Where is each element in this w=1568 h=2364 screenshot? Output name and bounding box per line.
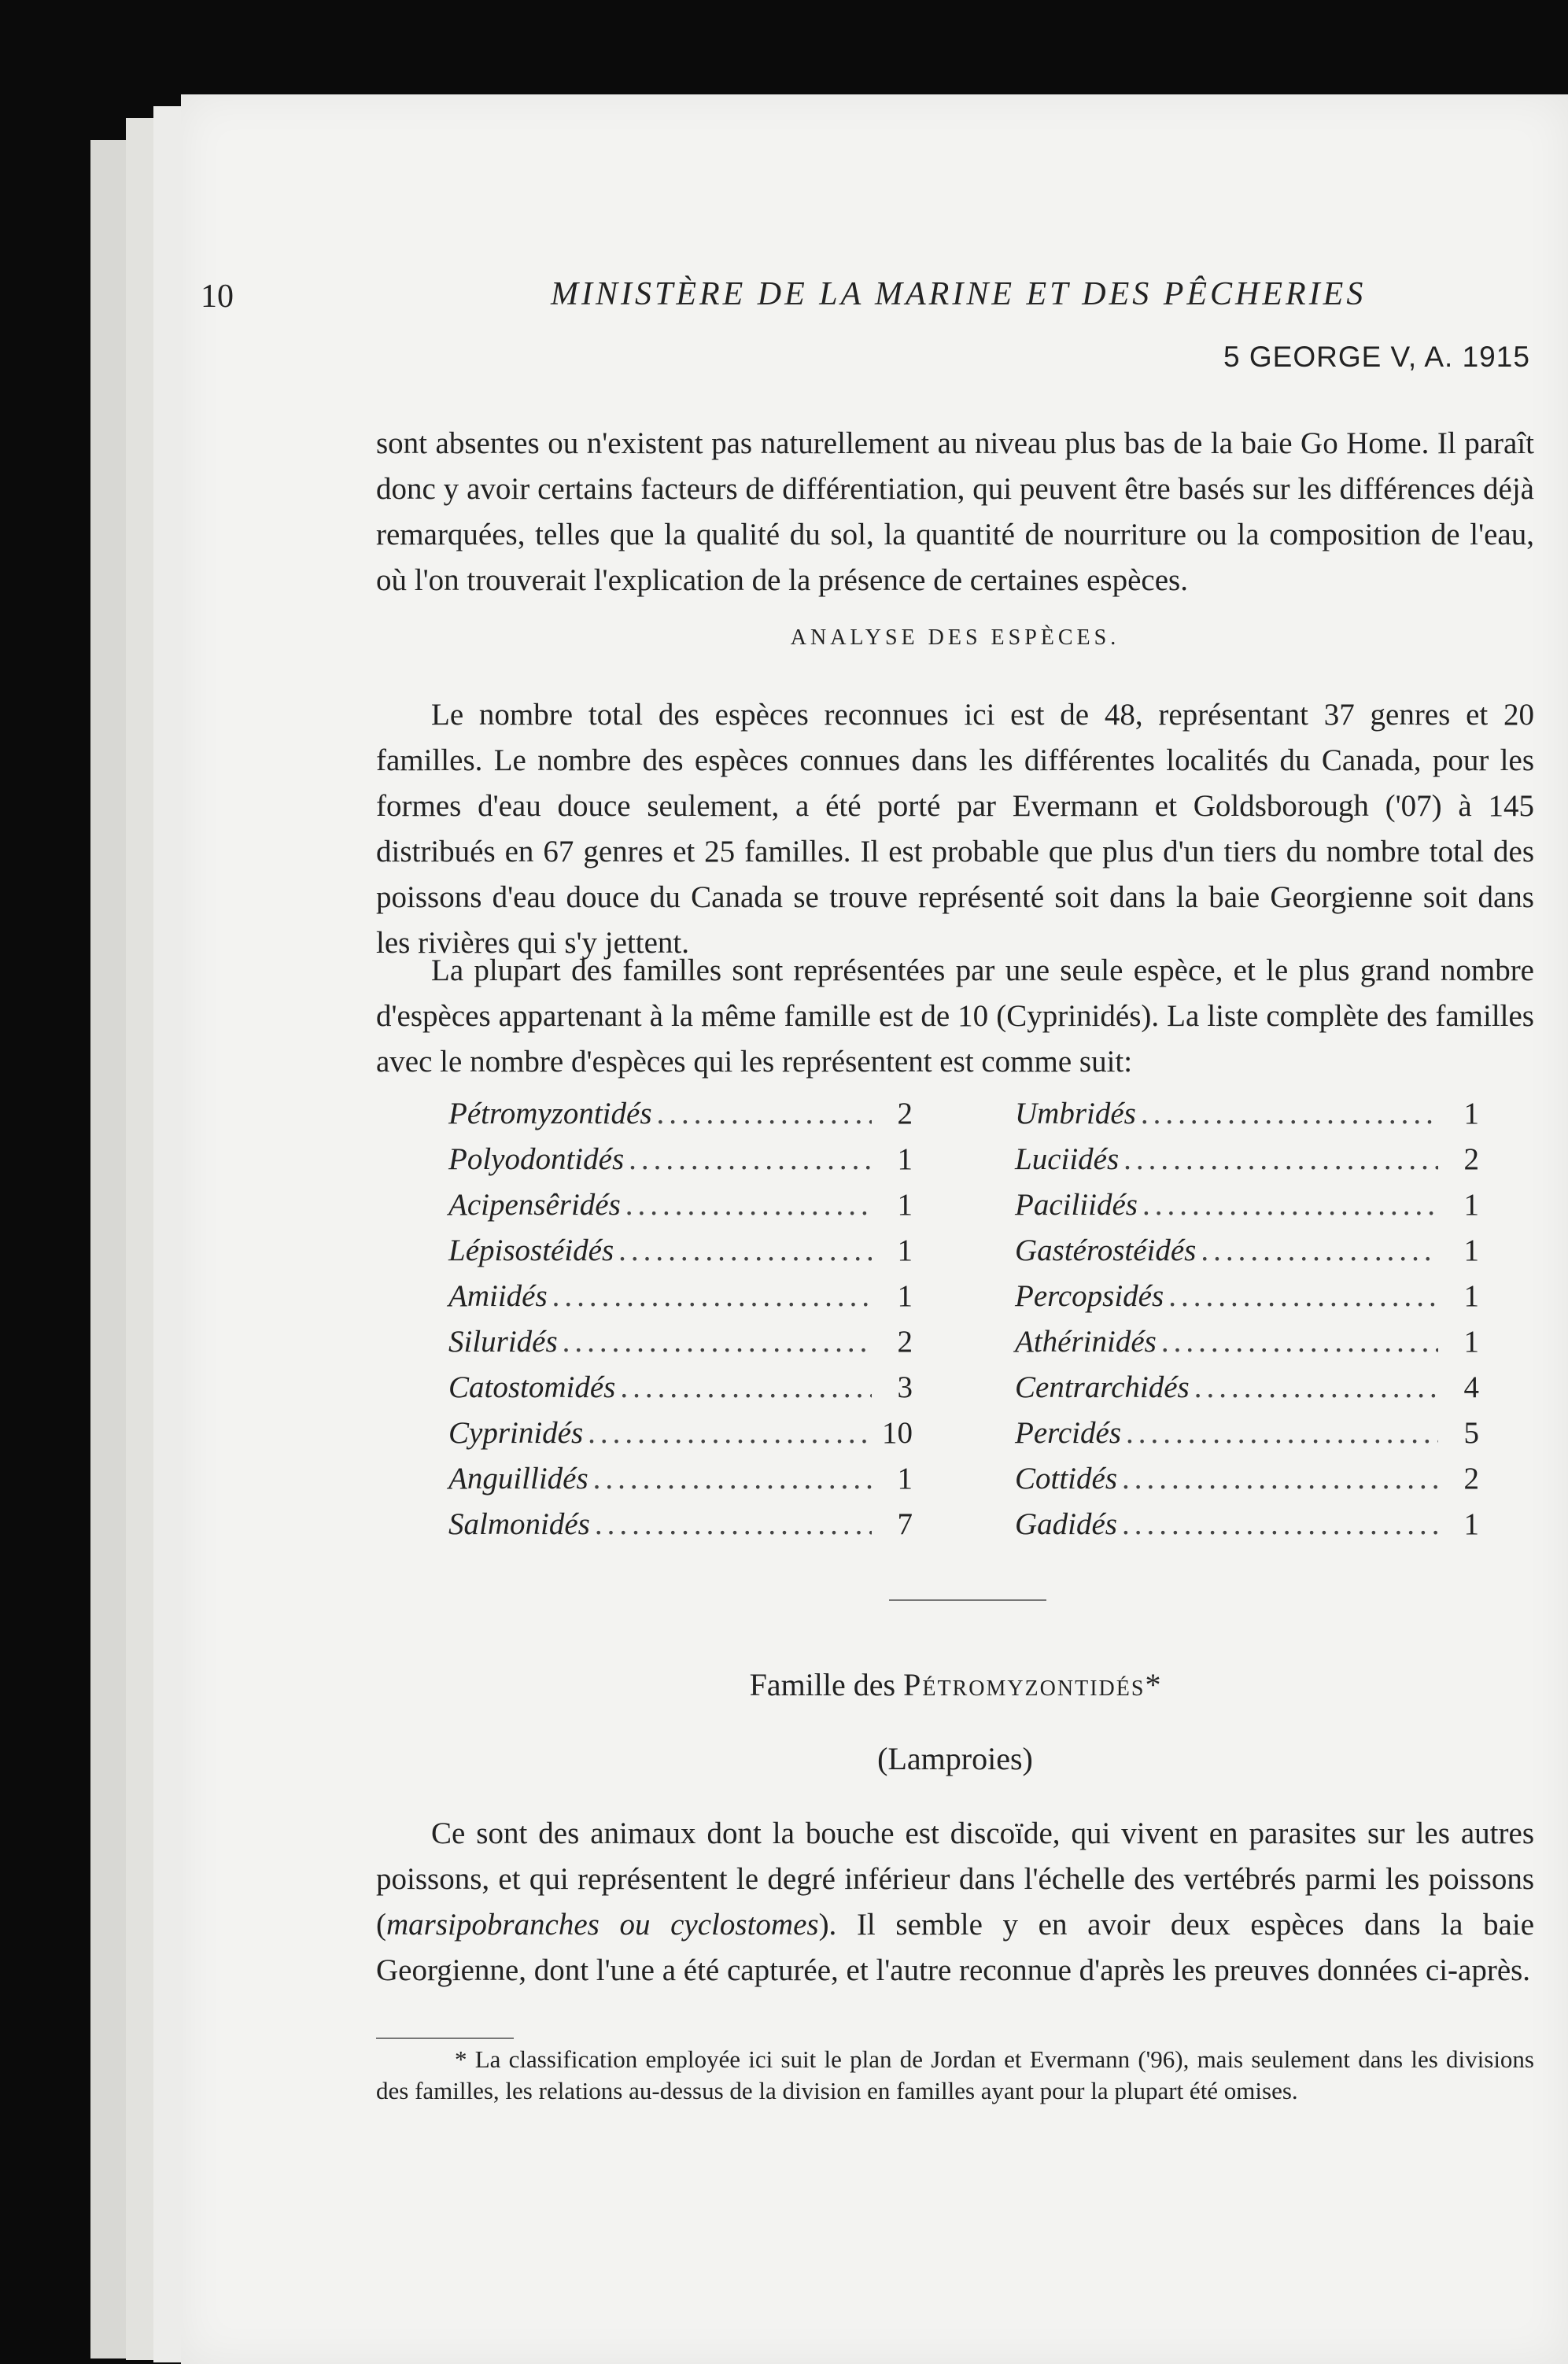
family-row (1015, 1096, 1479, 1141)
family-count: 4 (1463, 1370, 1479, 1404)
paragraph-families-intro: La plupart des familles sont représentées par une seule espèce, et le plus grand nombre d'espèces appartenant à la même famille est de 10 (Cyprinidés). La liste complète des familles avec le nombre d'espèces qui les représentent est comme suit: (376, 953, 1534, 1079)
running-title: MINISTÈRE DE LA MARINE ET DES PÊCHERIES (551, 276, 1367, 312)
family-row (1015, 1141, 1479, 1187)
family-count: 1 (1463, 1279, 1479, 1313)
family-count: 7 (897, 1507, 913, 1541)
family-row (448, 1461, 913, 1507)
family-row (448, 1370, 913, 1415)
family-column-left (448, 1096, 913, 1552)
family-name: Paciliidés (1015, 1188, 1138, 1222)
family-name: Anguillidés (448, 1462, 588, 1495)
family-section-title (376, 1666, 1534, 1703)
family-count: 1 (1463, 1097, 1479, 1130)
family-count: 2 (1463, 1462, 1479, 1495)
family-name: Cyprinidés (448, 1416, 584, 1450)
footnote: * La classification employée ici suit le plan de Jordan et Evermann ('96), mais seulement dans les divisions des familles, les relations au-dessus de la division en familles ayant pour la plupart été omises. (376, 2045, 1534, 2104)
family-name: Percopsidés (1015, 1279, 1164, 1313)
family-name: Pétromyzontidés (448, 1097, 652, 1130)
family-list (448, 1096, 1479, 1552)
family-name: Umbridés (1015, 1097, 1136, 1130)
family-row (448, 1278, 913, 1324)
family-count: 1 (1463, 1507, 1479, 1541)
family-name: Polyodontidés (448, 1142, 625, 1176)
family-name: Gadidés (1015, 1507, 1117, 1541)
family-row (448, 1415, 913, 1461)
family-count: 2 (897, 1097, 913, 1130)
family-name: Amiidés (448, 1279, 548, 1313)
family-row (1015, 1233, 1479, 1278)
family-row (448, 1096, 913, 1141)
family-row (1015, 1461, 1479, 1507)
family-name: Lépisostéidés (448, 1234, 614, 1267)
family-name: Athérinidés (1015, 1325, 1157, 1359)
family-row (448, 1141, 913, 1187)
family-column-right (1015, 1096, 1479, 1552)
paragraph-lamproies: Ce sont des animaux dont la bouche est discoïde, qui vivent en parasites sur les autres poissons, et qui représentent le degré inférieur dans l'échelle des vertébrés parmi les poissons (marsipobranches ou cyclostomes). Il semble y en avoir deux espèces dans la baie Georgienne, dont l'une a été capturée, et l'autre reconnue d'après les preuves données ci-après. (376, 1816, 1534, 1987)
family-section-subtitle: (Lamproies) (877, 1741, 1033, 1776)
family-row (448, 1233, 913, 1278)
family-row (1015, 1187, 1479, 1233)
family-row (448, 1187, 913, 1233)
session-line: 5 GEORGE V, A. 1915 (1223, 341, 1530, 373)
family-name: Siluridés (448, 1325, 558, 1359)
italic-term: marsipobranches ou cyclostomes (386, 1908, 819, 1942)
family-count: 1 (897, 1234, 913, 1267)
family-count: 10 (882, 1416, 913, 1450)
family-count: 5 (1463, 1416, 1479, 1450)
family-count: 1 (1463, 1325, 1479, 1359)
family-row (448, 1507, 913, 1552)
family-count: 1 (897, 1142, 913, 1176)
family-count: 1 (1463, 1234, 1479, 1267)
family-name: Catostomidés (448, 1370, 616, 1404)
footnote-rule (376, 2038, 514, 2039)
section-heading-analysis: ANALYSE DES ESPÈCES. (790, 625, 1120, 650)
family-count: 2 (1463, 1142, 1479, 1176)
paragraph-species-count: Le nombre total des espèces reconnues ici est de 48, représentant 37 genres et 20 familles. Le nombre des espèces connues dans les différentes localités du Canada, pour les formes d'eau douce seulement, a été porté par Evermann et Goldsborough ('07) à 145 distribués en 67 genres et 25 familles. Il est probable que plus d'un tiers du nombre total des poissons d'eau douce du Canada se trouve représenté soit dans la baie Georgienne soit dans les rivières qui s'y jettent. (376, 698, 1534, 960)
family-count: 1 (1463, 1188, 1479, 1222)
family-count: 1 (897, 1462, 913, 1495)
family-title-name: Pétromyzontidés (903, 1667, 1146, 1702)
footnote-marker: * (1145, 1667, 1161, 1702)
family-count: 2 (897, 1325, 913, 1359)
family-row (448, 1324, 913, 1370)
paragraph-intro: sont absentes ou n'existent pas naturellement au niveau plus bas de la baie Go Home. Il paraît donc y avoir certains facteurs de différentiation, qui peuvent être basés sur les différences déjà remarquées, telles que la qualité du sol, la quantité de nourriture ou la composition de l'eau, où l'on trouverait l'explication de la présence de certaines espèces. (376, 426, 1534, 597)
family-row (1015, 1507, 1479, 1552)
page-number: 10 (201, 278, 234, 315)
family-name: Percidés (1015, 1416, 1121, 1450)
family-name: Salmonidés (448, 1507, 590, 1541)
family-row (1015, 1415, 1479, 1461)
family-name: Centrarchidés (1015, 1370, 1190, 1404)
family-name: Gastérostéidés (1015, 1234, 1197, 1267)
family-row (1015, 1278, 1479, 1324)
section-divider (889, 1599, 1046, 1601)
family-title-prefix: Famille des (749, 1667, 896, 1702)
family-count: 1 (897, 1279, 913, 1313)
family-count: 3 (897, 1370, 913, 1404)
family-name: Cottidés (1015, 1462, 1118, 1495)
family-row (1015, 1324, 1479, 1370)
family-count: 1 (897, 1188, 913, 1222)
family-row (1015, 1370, 1479, 1415)
family-name: Luciidés (1015, 1142, 1120, 1176)
family-name: Acipensêridés (448, 1188, 621, 1222)
